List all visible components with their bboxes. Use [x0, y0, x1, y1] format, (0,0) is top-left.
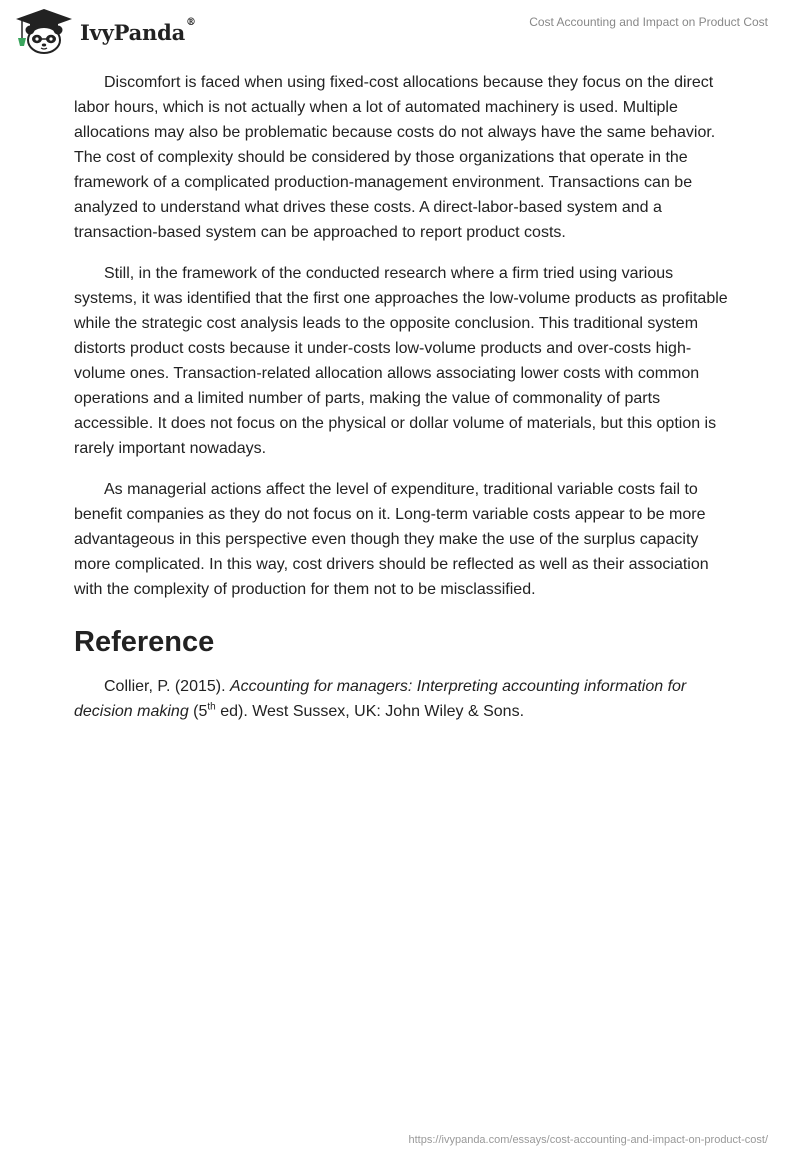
essay-content	[74, 70, 730, 724]
reference-author: Collier, P. (2015).	[104, 678, 230, 695]
panda-graduate-icon	[14, 8, 74, 54]
reference-edition-pre: (5	[188, 703, 208, 720]
brand-name: IvyPanda®	[80, 16, 196, 45]
document-title: Cost Accounting and Impact on Product Cost	[529, 15, 768, 29]
body-paragraph-2: Still, in the framework of the conducted research where a firm tried using various systems, it was identified that the first one approaches the low-volume products as profitable while the strategic cost analysis leads to the opposite conclusion. This traditional system distorts product costs because it under-costs low-volume products and over-costs high-volume ones. Transaction-related allocation allows associating lower costs with common operations and a limited number of parts, making the value of commonality of parts accessible. It does not focus on the physical or dollar volume of materials, but this option is rarely important nowadays.	[74, 265, 728, 457]
reference-publisher: ed). West Sussex, UK: John Wiley & Sons.	[215, 703, 525, 720]
registered-mark: ®	[186, 16, 196, 28]
reference-entry	[74, 674, 730, 724]
source-url[interactable]: https://ivypanda.com/essays/cost-accounting-and-impact-on-product-cost/	[408, 1134, 768, 1146]
body-paragraph-1: Discomfort is faced when using fixed-cost allocations because they focus on the direct labor hours, which is not actually when a lot of automated machinery is used. Multiple allocations may also be problematic because costs do not always have the same behavior. The cost of complexity should be considered by those organizations that operate in the framework of a complicated production-management environment. Transactions can be analyzed to understand what drives these costs. A direct-labor-based system and a transaction-based system can be approached to report product costs.	[74, 74, 716, 241]
reference-heading: Reference	[74, 626, 215, 658]
page-header	[0, 0, 800, 60]
body-paragraph-3: As managerial actions affect the level of expenditure, traditional variable costs fail to benefit companies as they do not focus on it. Long-term variable costs appear to be more advantageous in this perspective even though they make the use of the surplus capacity more complicated. In this way, cost drivers should be reflected as well as their association with the complexity of production for them not to be misclassified.	[74, 481, 709, 598]
brand-logo[interactable]	[14, 8, 196, 54]
reference-title: Accounting for managers: Interpreting accounting information for decision making	[74, 678, 687, 720]
reference-edition-sup: th	[207, 701, 216, 713]
